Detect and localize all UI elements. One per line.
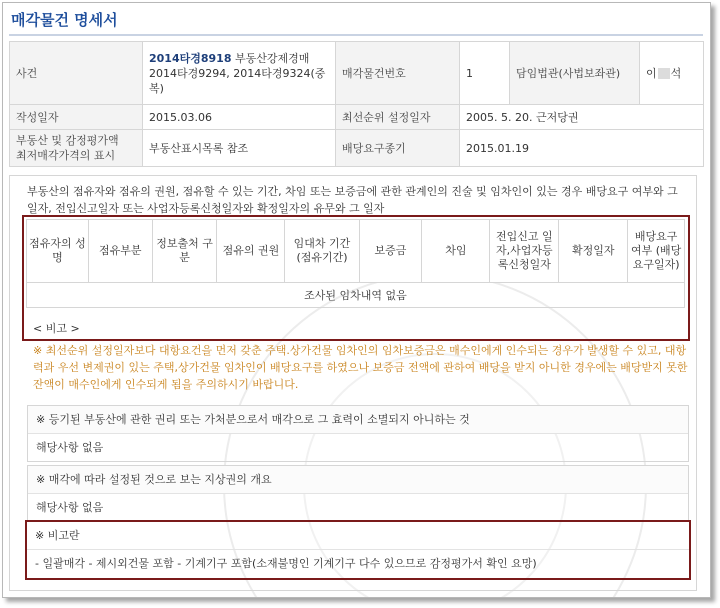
occupancy-description: 부동산의 점유자와 점유의 권원, 점유할 수 있는 기간, 차임 또는 보증금에 관한 관계인의 진술 및 임차인이 있는 경우 배당요구 여부와 그 일자, 전입신고일자 또는 사업자등록신청일자와 확정일자의 유무와 그 일자 <box>27 185 678 215</box>
col-occupied-part: 점유부분 <box>88 220 152 283</box>
judge-name-last: 석 <box>670 66 682 80</box>
case-related-numbers: 2014타경9294, 2014타경9324(중복) <box>149 66 326 95</box>
surface-rights-section <box>27 465 689 522</box>
surface-rights-heading: ※ 매각에 따라 설정된 것으로 보는 지상권의 개요 <box>28 466 688 494</box>
price-display-label <box>10 130 143 167</box>
judge-name-first: 이 <box>646 66 657 80</box>
written-date-label: 작성일자 <box>10 105 143 130</box>
title-divider <box>9 34 703 36</box>
col-rent: 차임 <box>422 220 490 283</box>
unextinguished-rights-section <box>27 405 689 462</box>
tenant-warning: ※ 최선순위 설정일자보다 대항요건을 먼저 갖춘 주택.상가건물 임차인의 임차보증금은 매수인에게 인수되는 경우가 발생할 수 있고, 대항력과 우선 변제권이 있는 주택,상가건물 임차인이 배당요구를 하였으나 보증금 전액에 관하여 배당을 받지 아니한 경우에는 배당받지 못한 잔액이 매수인에게 인수되게 됨을 주의하시기 바랍니다. <box>33 344 688 391</box>
dividend-deadline-label: 배당요구종기 <box>336 130 460 167</box>
col-deposit: 보증금 <box>359 220 422 283</box>
case-cell <box>143 42 336 105</box>
price-display-value: 부동산표시목록 참조 <box>143 130 336 167</box>
page-title: 매각물건 명세서 <box>11 11 118 29</box>
case-label: 사건 <box>10 42 143 105</box>
col-move-in-date: 전입신고 일자,사업자등록신청일자 <box>490 220 559 283</box>
senior-date-value: 2005. 5. 20. 근저당권 <box>460 105 704 130</box>
col-lease-period: 임대차 기간 (점유기간) <box>285 220 359 283</box>
unextinguished-rights-value: 해당사항 없음 <box>36 441 104 454</box>
item-number: 1 <box>460 42 510 105</box>
dividend-deadline-date: 2015.01.19 <box>460 130 704 167</box>
price-display-label-line1: 부동산 및 감정평가액 <box>16 134 119 147</box>
case-number: 2014타경8918 <box>149 51 232 65</box>
remarks-section <box>25 520 691 580</box>
col-fixed-date: 확정일자 <box>559 220 628 283</box>
remarks-heading: ※ 비고란 <box>27 522 689 550</box>
redacted-mark <box>658 68 670 79</box>
col-info-source: 정보출처 구분 <box>152 220 217 283</box>
written-date: 2015.03.06 <box>143 105 336 130</box>
judge-label: 담임법관(사법보좌관) <box>510 42 640 105</box>
col-occupancy-title: 점유의 권원 <box>217 220 285 283</box>
lease-table <box>26 219 685 308</box>
case-info-table <box>9 41 704 167</box>
case-type: 부동산강제경매 <box>234 51 310 65</box>
col-dividend-request: 배당요구 여부 (배당요구일자) <box>628 220 685 283</box>
item-number-label: 매각물건번호 <box>336 42 460 105</box>
remarks-value: - 일괄매각 - 제시외건물 포함 - 기계기구 포함(소재불명인 기계기구 다수 있으므로 감정평가서 확인 요망) <box>35 557 537 570</box>
judge-name-cell <box>640 42 704 105</box>
surface-rights-value: 해당사항 없음 <box>36 501 104 514</box>
senior-date-label: 최선순위 설정일자 <box>336 105 460 130</box>
statement-frame <box>2 2 711 598</box>
col-occupant-name: 점유자의 성명 <box>27 220 89 283</box>
lease-empty-message: 조사된 임차내역 없음 <box>27 283 685 308</box>
unextinguished-rights-heading: ※ 등기된 부동산에 관한 권리 또는 가처분으로서 매각으로 그 효력이 소멸되지 아니하는 것 <box>28 406 688 434</box>
lease-remark: < 비고 > <box>33 322 80 335</box>
price-display-label-line2: 최저매각가격의 표시 <box>16 149 116 162</box>
